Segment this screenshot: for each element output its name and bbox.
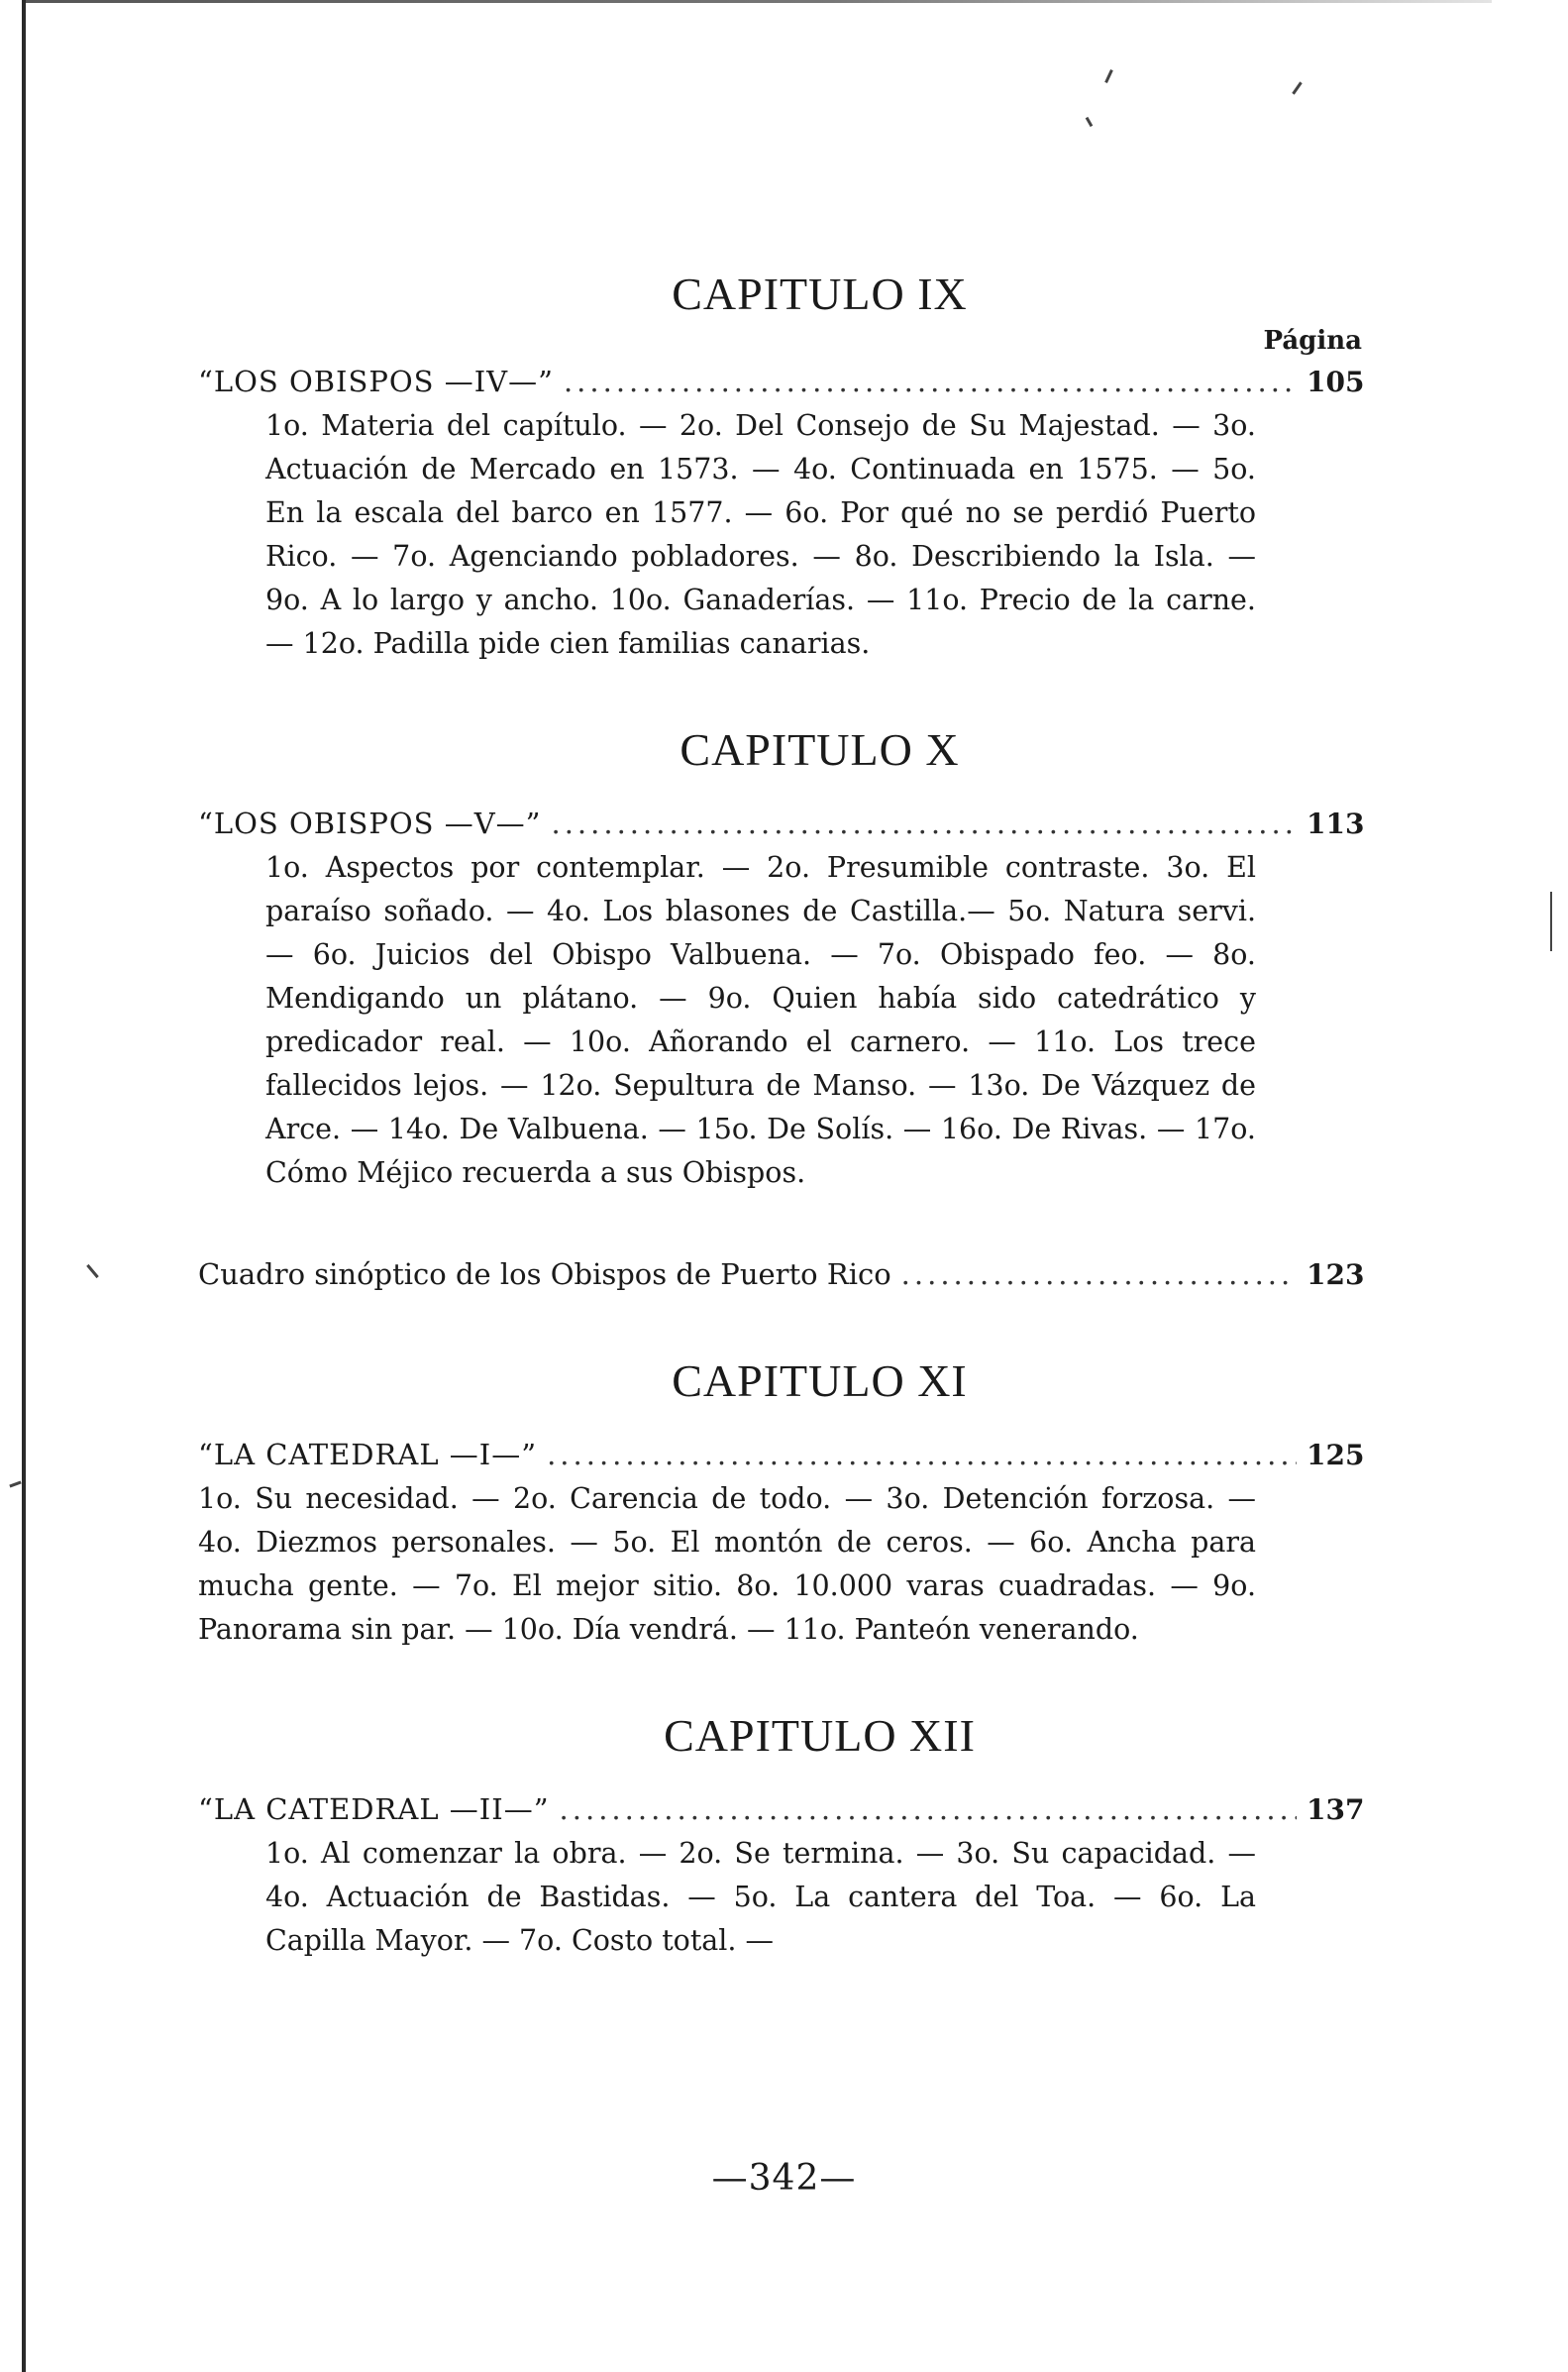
scan-speck xyxy=(1086,117,1094,127)
dot-leader xyxy=(552,802,1298,845)
scan-speck xyxy=(1550,892,1552,951)
chapter-xi xyxy=(198,1354,1365,1652)
entry-page-number: 105 xyxy=(1307,366,1365,398)
entry-page-number: 113 xyxy=(1307,808,1365,840)
page-column-label: Página xyxy=(1263,326,1362,356)
chapter-ix xyxy=(198,268,1365,666)
toc-entry xyxy=(198,360,1365,404)
entry-title: “LA CATEDRAL —I—” xyxy=(198,1438,538,1471)
scan-speck xyxy=(1104,69,1113,83)
entry-title: “LA CATEDRAL —II—” xyxy=(198,1792,550,1826)
synoptic-table-entry xyxy=(198,1252,1365,1297)
entry-title: “LOS OBISPOS —V—” xyxy=(198,807,542,840)
toc-entry xyxy=(198,1252,1365,1297)
scan-speck xyxy=(9,1481,21,1488)
entry-description: 1o. Su necesidad. — 2o. Carencia de todo. — 3o. Detención forzosa. — 4o. Diezmos personales. — 5o. El montón de ceros. — 6o. Ancha para mucha gente. — 7o. El mejor sitio. 8o. 10.000 varas cuadradas. — 9o. Panorama sin par. — 10o. Día vendrá. — 11o. Panteón venerando. xyxy=(198,1482,1256,1646)
page-number-footer: —342— xyxy=(711,2158,857,2199)
entry-description: 1o. Al comenzar la obra. — 2o. Se termina. — 3o. Su capacidad. — 4o. Actuación de Bastidas. — 5o. La cantera del Toa. — 6o. La Capilla Mayor. — 7o. Costo total. — xyxy=(265,1837,1256,1957)
chapter-x xyxy=(198,723,1365,1195)
chapter-title: CAPITULO IX xyxy=(672,269,968,319)
dot-leader xyxy=(901,1252,1297,1296)
toc-entry xyxy=(198,802,1365,846)
scan-speck xyxy=(86,1264,99,1278)
dot-leader xyxy=(547,1433,1297,1476)
table-of-contents xyxy=(198,268,1365,2020)
entry-title: Cuadro sinóptico de los Obispos de Puerto Rico xyxy=(198,1257,891,1291)
chapter-xii xyxy=(198,1709,1365,1963)
scan-speck xyxy=(1292,81,1302,94)
entry-page-number: 123 xyxy=(1307,1258,1365,1291)
dot-leader xyxy=(564,360,1297,403)
toc-entry xyxy=(198,1433,1365,1477)
entry-page-number: 137 xyxy=(1307,1793,1365,1826)
entry-description: 1o. Aspectos por contemplar. — 2o. Presumible contraste. 3o. El paraíso soñado. — 4o. Los blasones de Castilla.— 5o. Natura servi. — 6o. Juicios del Obispo Valbuena. — 7o. Obispado feo. — 8o. Mendigando un plátano. — 9o. Quien había sido catedrático y predicador real. — 10o. Añorando el carnero. — 11o. Los trece fallecidos lejos. — 12o. Sepultura de Manso. — 13o. De Vázquez de Arce. — 14o. De Valbuena. — 15o. De Solís. — 16o. De Rivas. — 17o. Cómo Méjico recuerda a sus Obispos. xyxy=(265,851,1256,1189)
page-left-edge-rule xyxy=(22,0,26,2372)
dot-leader xyxy=(560,1787,1297,1831)
page-top-edge-rule xyxy=(26,0,1492,3)
chapter-title: CAPITULO XII xyxy=(664,1710,976,1761)
toc-entry xyxy=(198,1787,1365,1832)
chapter-title: CAPITULO X xyxy=(679,724,960,775)
entry-page-number: 125 xyxy=(1307,1439,1365,1471)
entry-title: “LOS OBISPOS —IV—” xyxy=(198,365,554,398)
entry-description: 1o. Materia del capítulo. — 2o. Del Consejo de Su Majestad. — 3o. Actuación de Mercado en 1573. — 4o. Continuada en 1575. — 5o. En la escala del barco en 1577. — 6o. Por qué no se perdió Puerto Rico. — 7o. Agenciando pobladores. — 8o. Describiendo la Isla. — 9o. A lo largo y ancho. 10o. Ganaderías. — 11o. Precio de la carne. — 12o. Padilla pide cien familias canarias. xyxy=(265,409,1256,660)
chapter-title: CAPITULO XI xyxy=(672,1355,968,1406)
